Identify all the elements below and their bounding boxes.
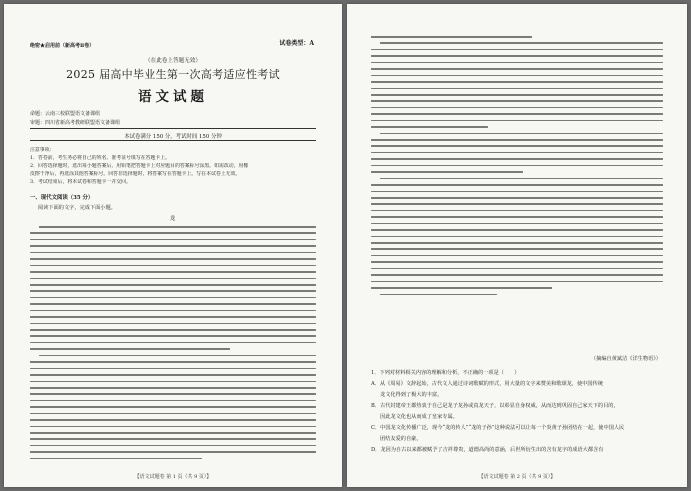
passage-body-text <box>30 226 316 464</box>
page-footer: 【语文试题卷 第 2 页（共 9 页）】 <box>478 474 556 480</box>
page-footer: 【语文试题卷 第 1 页（共 9 页）】 <box>134 474 212 480</box>
question-option-cont: 因此龙文化也从而成了皇家专属。 <box>380 414 458 420</box>
reading-instruction: 阅读下面的文字，完成下面小题。 <box>38 205 116 211</box>
exam-type-label: 试卷类型：A <box>279 40 314 47</box>
section-heading: 一、现代文阅读（35 分） <box>30 195 94 201</box>
notes-item: 1．答卷前，考生务必将自己的姓名、准考证号填写在答题卡上。 <box>30 155 171 161</box>
question-option-cont: 龙文化得到了极大的丰富。 <box>380 392 443 398</box>
exam-title: 2025 届高中毕业生第一次高考适应性考试 <box>66 68 280 81</box>
notes-item: 3．考试结束后，将本试卷和答题卡一并交回。 <box>30 179 131 185</box>
notes-item: 2．回答选择题时，选出每小题答案后，用铅笔把答题卡上对应题目的答案标号涂黑。如需改动，用橡 <box>30 163 249 169</box>
question-option: B．古代封建帝王都热衷于自己是龙子龙孙或真龙天子，以彰显自身权威，从而达到巩固自己家天下的目的， <box>371 403 619 409</box>
passage-source: （摘编自黄斌洁《洋生物语》） <box>590 356 661 362</box>
question-stem: 1．下列对材料相关内容的理解和分析，不正确的一项是（ ） <box>371 370 520 376</box>
question-option: D．龙因为自古以来都被赋予了吉祥尊贵，道德高尚的意涵，后世所衍生出的含有龙字的成语大都含有 <box>371 447 604 453</box>
divider-bottom <box>30 140 316 141</box>
question-option: A．从《周易》文辞起始，古代文人通过诗词歌赋的形式，用大量的文字来赞美和歌颂龙，使中国传统 <box>371 381 603 387</box>
notes-heading: 注意事项： <box>30 147 55 153</box>
answer-hint: （在此卷上答题无效） <box>145 58 201 64</box>
passage-title: 龙 <box>169 216 177 222</box>
question-option-cont: 团结友爱的自豪。 <box>380 436 422 442</box>
exam-info: 本试卷满分 150 分，考试时间 150 分钟 <box>124 134 222 140</box>
exam-page-2 <box>347 4 687 487</box>
divider-top <box>30 128 316 129</box>
proposer-line: 命题：云南三校联盟语文备课组 <box>30 111 101 117</box>
exam-page-1 <box>4 4 342 487</box>
security-mark: 绝密★启用前（新高考Ⅱ卷） <box>30 43 95 49</box>
passage-body-text <box>371 36 663 300</box>
notes-item: 皮擦干净后，再选涂其他答案标号。回答非选择题时，将答案写在答题卡上。写在本试卷上无效。 <box>30 171 241 177</box>
reviewer-line: 审题：四川省新高考教研联盟语文备课组 <box>30 120 121 126</box>
question-option: C．中国龙文化传播广泛，现今“龙的传人”“龙的子孙”这种说法可以让每一个炎黄子孙团结在一起，使中国人民 <box>371 425 625 431</box>
subject-title: 语文试题 <box>138 89 208 105</box>
